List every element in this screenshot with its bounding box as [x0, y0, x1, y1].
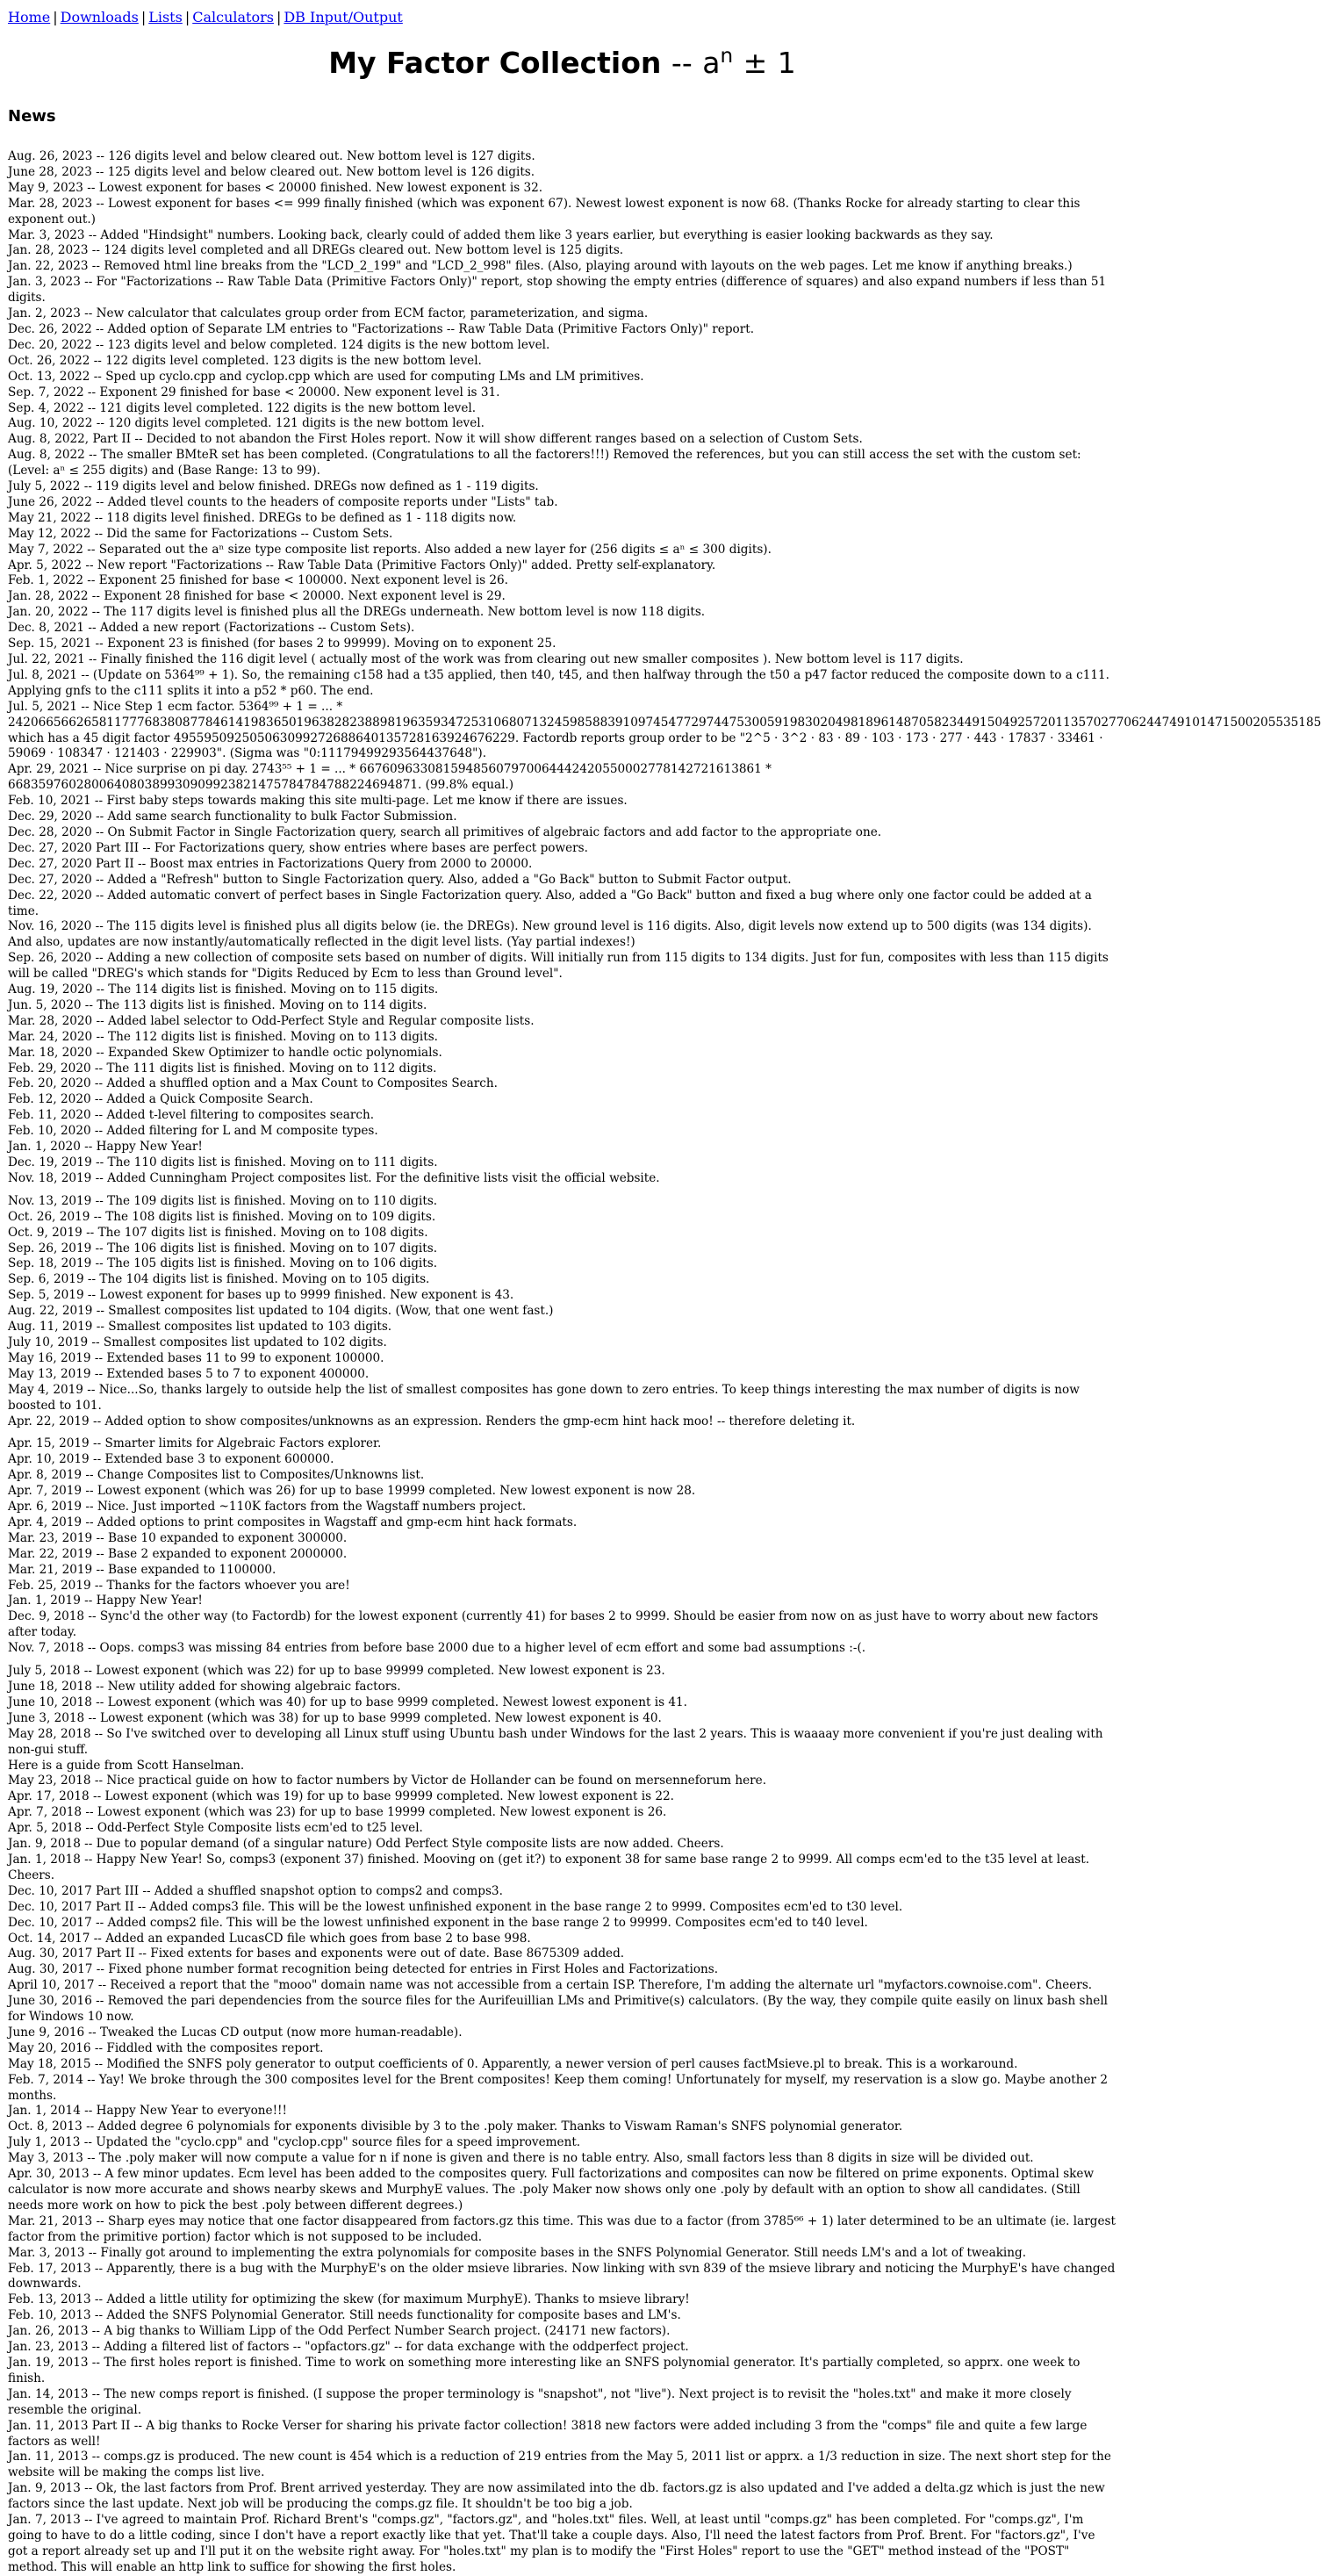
news-item: Jan. 23, 2013 -- Adding a filtered list of factors -- "opfactors.gz" -- for data exchange with the oddperfect project.: [8, 2340, 689, 2355]
news-item: Nov. 13, 2019 -- The 109 digits list is finished. Moving on to 110 digits.: [8, 1193, 438, 1208]
nav-separator: |: [184, 9, 190, 25]
news-item: Jan. 1, 2019 -- Happy New Year!: [8, 1594, 203, 1608]
news-item: July 1, 2013 -- Updated the "cyclo.cpp" and "cyclop.cpp" source files for a speed improvement.: [8, 2135, 581, 2150]
news-item: Jan. 26, 2013 -- A big thanks to William Lipp of the Odd Perfect Number Search project. (24171 new factors).: [8, 2324, 671, 2339]
news-item: May 13, 2019 -- Extended bases 5 to 7 to exponent 400000.: [8, 1366, 370, 1381]
news-item: Mar. 21, 2013 -- Sharp eyes may notice that one factor disappeared from factors.gz this time. This was due to a factor (from 3785⁶⁶ + 1) later determined to be an ultimate (ie. largest factor from the primitive portion) factor which is not supposed to be included.: [8, 2213, 1116, 2244]
news-item: Dec. 10, 2017 -- Added comps2 file. This will be the lowest unfinished exponent in the base range 2 to 99999. Composites ecm'ed to t40 level.: [8, 1915, 868, 1930]
news-item: May 18, 2015 -- Modified the SNFS poly generator to output coefficients of 0. Apparently, a newer version of perl causes factMsieve.pl to break. This is a workaround.: [8, 2056, 1018, 2071]
news-item: Dec. 9, 2018 -- Sync'd the other way (to Factordb) for the lowest exponent (currently 41) for bases 2 to 9999. Should be easier from now on as just have to worry about new factors after today.: [8, 1609, 1099, 1640]
news-item: June 30, 2016 -- Removed the pari dependencies from the source files for the Aurifeuillian LMs and Primitive(s) calculators. (By the way, they compile quite easily on linux bash shell for Windows 10 now.: [8, 1994, 1109, 2025]
news-item: Dec. 28, 2020 -- On Submit Factor in Single Factorization query, search all primitives of algebraic factors and add factor to the appropriate one.: [8, 824, 882, 839]
news-item: Apr. 29, 2021 -- Nice surprise on pi day. 2743⁵⁵ + 1 = ... * 6676096330815948560797006444242055000277814272161386​1 * 668359760280064080389930909923821475784784788224694871. (99.8% equal.): [8, 762, 772, 793]
news-item: Jan. 1, 2020 -- Happy New Year!: [8, 1140, 203, 1155]
news-item: Apr. 10, 2019 -- Extended base 3 to exponent 600000.: [8, 1452, 334, 1467]
top-nav: [8, 9, 1116, 26]
news-item: Feb. 10, 2021 -- First baby steps towards making this site multi-page. Let me know if there are issues.: [8, 794, 628, 809]
title-exponent: n: [720, 45, 734, 68]
news-list: [8, 149, 1321, 2576]
news-item: Aug. 22, 2019 -- Smallest composites list updated to 104 digits. (Wow, that one went fast.): [8, 1304, 554, 1319]
news-item: May 16, 2019 -- Extended bases 11 to 99 to exponent 100000.: [8, 1350, 384, 1365]
news-item: Jul. 22, 2021 -- Finally finished the 116 digit level ( actually most of the work was from clearing out new smaller composites ). New bottom level is 117 digits.: [8, 652, 964, 666]
page-title: [8, 46, 1116, 81]
news-item: Jul. 5, 2021 -- Nice Step 1 ecm factor. 5364⁹⁹ + 1 = ... * 24206656626581177768380877846141983650196382823889819635934725310680713245985883910974547729744753005919830204981896148705823449150492572011357027706244749101471500205535185 which has a 45 digit factor 495595092505063099272688640135728163924676229. Factordb reports group order to be "2^5 · 3^2 · 83 · 89 · 103 · 173 · 277 · 443 · 17837 · 33461 · 59069 · 108347 · 121403 · 229903". (Sigma was "0:11179499293564437648").: [8, 699, 1321, 761]
news-item: Feb. 1, 2022 -- Exponent 25 finished for base < 100000. Next exponent level is 26.: [8, 573, 508, 588]
news-item: Apr. 7, 2019 -- Lowest exponent (which was 26) for up to base 19999 completed. New lowest exponent is now 28.: [8, 1484, 696, 1499]
news-item: June 28, 2023 -- 125 digits level and below cleared out. New bottom level is 126 digits.: [8, 164, 535, 179]
title-one: 1: [777, 46, 796, 80]
news-item: Feb. 12, 2020 -- Added a Quick Composite Search.: [8, 1092, 313, 1107]
news-item: Sep. 6, 2019 -- The 104 digits list is finished. Moving on to 105 digits.: [8, 1272, 430, 1287]
news-item: Oct. 13, 2022 -- Sped up cyclo.cpp and cyclop.cpp which are used for computing LMs and LM primitives.: [8, 369, 644, 384]
news-heading: News: [8, 107, 56, 126]
title-main: My Factor Collection: [328, 46, 662, 80]
news-item: Feb. 20, 2020 -- Added a shuffled option and a Max Count to Composites Search.: [8, 1076, 498, 1091]
title-plus-minus: ±: [743, 46, 768, 80]
news-item: Jan. 1, 2018 -- Happy New Year! So, comps3 (exponent 37) finished. Mooving on (get it?) to exponent 38 for same base range 2 to 9999. All comps ecm'ed to the t35 level at least. Cheers.: [8, 1852, 1090, 1882]
news-item: Mar. 28, 2023 -- Lowest exponent for bases <= 999 finally finished (which was exponent 67). Newest lowest exponent is now 68. (Thanks Rocke for already starting to clear this exponent out.): [8, 196, 1080, 227]
news-spacer: [8, 1657, 1116, 1664]
news-item: Apr. 17, 2018 -- Lowest exponent (which was 19) for up to base 99999 completed. New lowest exponent is 22.: [8, 1789, 674, 1804]
news-item: Jan. 22, 2023 -- Removed html line breaks from the "LCD_2_199" and "LCD_2_998" files. (Also, playing around with layouts on the web pages. Let me know if anything breaks.): [8, 259, 1073, 274]
news-item: Dec. 19, 2019 -- The 110 digits list is finished. Moving on to 111 digits.: [8, 1155, 438, 1169]
news-item: Jul. 8, 2021 -- (Update on 5364⁹⁹ + 1). So, the remaining c158 had a t35 applied, then t40, t45, and then halfway through the t50 a p47 factor reduced the composite down to a c111. Applying gnfs to the c111 splits it into a p52 * p60. The end.: [8, 667, 1109, 698]
title-dash: --: [671, 46, 693, 80]
news-item: Dec. 29, 2020 -- Add same search functionality to bulk Factor Submission.: [8, 809, 457, 824]
news-item: June 3, 2018 -- Lowest exponent (which was 38) for up to base 9999 completed. New lowest exponent is 40.: [8, 1710, 662, 1725]
news-item: Jan. 28, 2023 -- 124 digits level completed and all DREGs cleared out. New bottom level is 125 digits.: [8, 243, 624, 258]
news-item: Mar. 18, 2020 -- Expanded Skew Optimizer to handle octic polynomials.: [8, 1045, 442, 1060]
news-item: Nov. 18, 2019 -- Added Cunningham Project composites list. For the definitive lists visit the official website.: [8, 1170, 660, 1185]
news-item: Aug. 26, 2023 -- 126 digits level and below cleared out. New bottom level is 127 digits.: [8, 149, 535, 163]
news-item: Sep. 7, 2022 -- Exponent 29 finished for base < 20000. New exponent level is 31.: [8, 385, 500, 399]
news-item: Oct. 26, 2022 -- 122 digits level completed. 123 digits is the new bottom level.: [8, 353, 482, 368]
news-item: Nov. 7, 2018 -- Oops. comps3 was missing 84 entries from before base 2000 due to a higher level of ecm effort and some bad assumptions :-(.: [8, 1641, 866, 1656]
news-item: Sep. 26, 2020 -- Adding a new collection of composite sets based on number of digits. Will initially run from 115 digits to 134 digits. Just for fun, composites with less than 115 digits will be called "DREG's which stands for "Digits Reduced by Ecm to less than Ground level".: [8, 951, 1109, 982]
nav-db-io-link[interactable]: DB Input/Output: [284, 9, 403, 25]
news-item: Apr. 15, 2019 -- Smarter limits for Algebraic Factors explorer.: [8, 1436, 382, 1451]
news-item: Dec. 22, 2020 -- Added automatic convert of perfect bases in Single Factorization query. Also, added a "Go Back" button and fixed a bug where only one factor could be added at a time.: [8, 888, 1092, 918]
news-item: May 23, 2018 -- Nice practical guide on how to factor numbers by Victor de Hollander can be found on mersenneforum here.: [8, 1774, 767, 1788]
news-item: July 10, 2019 -- Smallest composites list updated to 102 digits.: [8, 1335, 387, 1349]
news-item: Dec. 8, 2021 -- Added a new report (Factorizations -- Custom Sets).: [8, 621, 415, 636]
news-item: May 7, 2022 -- Separated out the aⁿ size type composite list reports. Also added a new layer for (256 digits ≤ aⁿ ≤ 300 digits).: [8, 542, 772, 557]
news-item: July 5, 2022 -- 119 digits level and below finished. DREGs now defined as 1 - 119 digits.: [8, 479, 539, 494]
news-item: Oct. 9, 2019 -- The 107 digits list is finished. Moving on to 108 digits.: [8, 1225, 428, 1240]
news-item: Sep. 18, 2019 -- The 105 digits list is finished. Moving on to 106 digits.: [8, 1256, 438, 1271]
news-item: Aug. 8, 2022, Part II -- Decided to not abandon the First Holes report. Now it will show different ranges based on a selection of Custom Sets.: [8, 432, 863, 447]
news-item: Sep. 15, 2021 -- Exponent 23 is finished (for bases 2 to 99999). Moving on to exponent 25.: [8, 637, 556, 651]
news-item: Feb. 25, 2019 -- Thanks for the factors whoever you are!: [8, 1578, 350, 1593]
news-item: Sep. 5, 2019 -- Lowest exponent for bases up to 9999 finished. New exponent is 43.: [8, 1288, 514, 1303]
news-item: Dec. 10, 2017 Part III -- Added a shuffled snapshot option to comps2 and comps3.: [8, 1883, 503, 1898]
news-item: Jan. 9, 2013 -- Ok, the last factors from Prof. Brent arrived yesterday. They are now assimilated into the db. factors.gz is also updated and I've added a delta.gz which is just the new factors since the last update. Next job will be producing the comps.gz file. It shouldn't be too big a job.: [8, 2481, 1105, 2512]
news-item: Apr. 4, 2019 -- Added options to print composites in Wagstaff and gmp-ecm hint hack formats.: [8, 1515, 578, 1529]
news-item: Sep. 26, 2019 -- The 106 digits list is finished. Moving on to 107 digits.: [8, 1241, 438, 1256]
news-item: Apr. 6, 2019 -- Nice. Just imported ~110K factors from the Wagstaff numbers project.: [8, 1500, 527, 1515]
news-item: Jun. 5, 2020 -- The 113 digits list is finished. Moving on to 114 digits.: [8, 997, 427, 1012]
news-item: Apr. 30, 2013 -- A few minor updates. Ecm level has been added to the composites query. Full factorizations and composites can now be filtered on prime exponents. Optimal skew calculator is now more accurate and shows nearby skews and MurphyE values. The .poly Maker now shows only one .poly by default with an option to show all candidates. (Still needs more work on how to pick the best .poly between different degrees.): [8, 2167, 1095, 2213]
news-item: May 9, 2023 -- Lowest exponent for bases < 20000 finished. New lowest exponent is 32.: [8, 180, 543, 195]
news-item: Aug. 30, 2017 Part II -- Fixed extents for bases and exponents were out of date. Base 8675309 added.: [8, 1946, 625, 1961]
news-item: June 9, 2016 -- Tweaked the Lucas CD output (now more human-readable).: [8, 2025, 463, 2040]
news-item: Apr. 5, 2022 -- New report "Factorizations -- Raw Table Data (Primitive Factors Only)" added. Pretty self-explanatory.: [8, 558, 716, 572]
news-item: June 18, 2018 -- New utility added for showing algebraic factors.: [8, 1680, 401, 1694]
news-item: Sep. 4, 2022 -- 121 digits level completed. 122 digits is the new bottom level.: [8, 400, 477, 415]
news-item: Mar. 3, 2023 -- Added "Hindsight" numbers. Looking back, clearly could of added them like 3 years earlier, but everything is easier looking backwards as they say.: [8, 227, 994, 242]
news-item: Jan. 9, 2018 -- Due to popular demand (of a singular nature) Odd Perfect Style composite lists are now added. Cheers.: [8, 1837, 724, 1852]
news-item: May 21, 2022 -- 118 digits level finished. DREGs to be defined as 1 - 118 digits now.: [8, 510, 517, 525]
news-item: Jan. 20, 2022 -- The 117 digits level is finished plus all the DREGs underneath. New bottom level is now 118 digits.: [8, 605, 706, 620]
news-item: Mar. 22, 2019 -- Base 2 expanded to exponent 2000000.: [8, 1546, 348, 1561]
news-item: Dec. 27, 2020 Part II -- Boost max entries in Factorizations Query from 2000 to 20000.: [8, 856, 533, 871]
news-item: Apr. 22, 2019 -- Added option to show composites/unknowns as an expression. Renders the gmp-ecm hint hack moo! -- therefore deleting it.: [8, 1414, 856, 1428]
news-item: Apr. 8, 2019 -- Change Composites list to Composites/Unknowns list.: [8, 1468, 425, 1483]
news-item: June 26, 2022 -- Added tlevel counts to the headers of composite reports under "Lists" tab.: [8, 494, 558, 509]
news-item: Mar. 23, 2019 -- Base 10 expanded to exponent 300000.: [8, 1530, 348, 1545]
news-item: Jan. 11, 2013 -- comps.gz is produced. The new count is 454 which is a reduction of 219 entries from the May 5, 2011 list or apprx. a 1/3 reduction in size. The next short step for the website will be making the comps list live.: [8, 2450, 1111, 2480]
news-item: Jan. 14, 2013 -- The new comps report is finished. (I suppose the proper terminology is "snapshot", not "live"). Next project is to revisit the "holes.txt" and make it more closely resemble the original.: [8, 2386, 1072, 2417]
news-item: June 10, 2018 -- Lowest exponent (which was 40) for up to base 9999 completed. Newest lowest exponent is 41.: [8, 1695, 687, 1709]
news-item: Jan. 28, 2022 -- Exponent 28 finished for base < 20000. Next exponent level is 29.: [8, 589, 506, 604]
news-spacer: [8, 1187, 1116, 1194]
news-item: Dec. 27, 2020 -- Added a "Refresh" button to Single Factorization query. Also, added a "Go Back" button to Submit Factor output.: [8, 872, 792, 887]
news-item: Mar. 21, 2019 -- Base expanded to 1100000.: [8, 1562, 276, 1577]
news-item: May 3, 2013 -- The .poly maker will now compute a value for n if none is given and there is no table entry. Also, small factors less than 8 digits in size will be divided out.: [8, 2151, 1034, 2166]
news-item: Mar. 24, 2020 -- The 112 digits list is finished. Moving on to 113 digits.: [8, 1029, 438, 1044]
news-item: Mar. 3, 2013 -- Finally got around to implementing the extra polynomials for composite bases in the SNFS Polynomial Generator. Still needs LM's and a lot of tweaking.: [8, 2245, 1027, 2260]
nav-separator: |: [140, 9, 147, 25]
news-item: Dec. 27, 2020 Part III -- For Factorizations query, show entries where bases are perfect powers.: [8, 840, 588, 855]
news-item: Jan. 2, 2023 -- New calculator that calculates group order from ECM factor, parameterization, and sigma.: [8, 306, 649, 321]
news-item: May 12, 2022 -- Did the same for Factorizations -- Custom Sets.: [8, 526, 393, 541]
news-item: May 28, 2018 -- So I've switched over to developing all Linux stuff using Ubuntu bash under Windows for the last 2 years. This is waaaay more convenient if you're just dealing with non-gui stuff.: [8, 1726, 1103, 1757]
nav-calculators-link[interactable]: Calculators: [192, 9, 274, 25]
news-item: Apr. 5, 2018 -- Odd-Perfect Style Composite lists ecm'ed to t25 level.: [8, 1821, 423, 1836]
news-item: Mar. 28, 2020 -- Added label selector to Odd-Perfect Style and Regular composite lists.: [8, 1013, 535, 1028]
news-item: Oct. 26, 2019 -- The 108 digits list is finished. Moving on to 109 digits.: [8, 1209, 436, 1224]
news-item: Dec. 26, 2022 -- Added option of Separate LM entries to "Factorizations -- Raw Table Data (Primitive Factors Only)" report.: [8, 321, 755, 336]
news-item: Aug. 8, 2022 -- The smaller BMteR set has been completed. (Congratulations to all the factorers!!!) Removed the references, but you can still access the set with the custom set: (Level: aⁿ ≤ 255 digits) and (Base Range: 13 to 99).: [8, 448, 1081, 479]
news-item: Aug. 11, 2019 -- Smallest composites list updated to 103 digits.: [8, 1320, 392, 1335]
news-item: Oct. 8, 2013 -- Added degree 6 polynomials for exponents divisible by 3 to the .poly maker. Thanks to Viswam Raman's SNFS polynomial generator.: [8, 2119, 903, 2134]
news-item: Feb. 13, 2013 -- Added a little utility for optimizing the skew (for maximum MurphyE). Thanks to msieve library!: [8, 2292, 690, 2307]
news-item: Jan. 19, 2013 -- The first holes report is finished. Time to work on something more interesting like an SNFS polynomial generator. It's partially completed, so apprx. one week to finish.: [8, 2355, 1080, 2385]
news-item: Apr. 7, 2018 -- Lowest exponent (which was 23) for up to base 19999 completed. New lowest exponent is 26.: [8, 1805, 667, 1820]
news-item: April 10, 2017 -- Received a report that the "mooo" domain name was not accessible from a certain ISP. Therefore, I'm adding the alternate url "myfactors.cownoise.com". Cheers.: [8, 1978, 1093, 1993]
news-item: July 5, 2018 -- Lowest exponent (which was 22) for up to base 99999 completed. New lowest exponent is 23.: [8, 1664, 665, 1679]
news-item: Oct. 14, 2017 -- Added an expanded LucasCD file which goes from base 2 to base 998.: [8, 1931, 531, 1946]
title-base: a: [702, 46, 721, 80]
news-item: Aug. 10, 2022 -- 120 digits level completed. 121 digits is the new bottom level.: [8, 416, 485, 431]
news-item: Here is a guide from Scott Hanselman.: [8, 1758, 245, 1773]
nav-home-link[interactable]: Home: [8, 9, 51, 25]
news-item: Jan. 7, 2013 -- I've agreed to maintain Prof. Richard Brent's "comps.gz", "factors.gz", and "holes.txt" files. Well, at least until "comps.gz" has been completed. For "comps.gz", I'm going to have to do a little coding, since I don't have a report exactly like that yet. That'll take a couple days. Also, I'll need the latest factors from Prof. Brent. For "factors.gz", I've got a report already set up and I'll put it on the website right away. For "holes.txt" my plan is to modify the "First Holes" report to use the "GET" method instead of the "POST" method. This will enable an http link to suffice for showing the first holes.: [8, 2513, 1095, 2574]
news-item: Aug. 19, 2020 -- The 114 digits list is finished. Moving on to 115 digits.: [8, 982, 439, 997]
news-item: Feb. 29, 2020 -- The 111 digits list is finished. Moving on to 112 digits.: [8, 1061, 437, 1076]
news-item: Jan. 11, 2013 Part II -- A big thanks to Rocke Verser for sharing his private factor collection! 3818 new factors were added including 3 from the "comps" file and quite a few large factors as well!: [8, 2418, 1088, 2449]
news-item: Feb. 7, 2014 -- Yay! We broke through the 300 composites level for the Brent composites! Keep them coming! Unfortunately for myself, my reservation is a slow go. Maybe another 2 months.: [8, 2072, 1108, 2103]
nav-separator: |: [276, 9, 282, 25]
news-item: Feb. 11, 2020 -- Added t-level filtering to composites search.: [8, 1108, 375, 1123]
news-item: May 20, 2016 -- Fiddled with the composites report.: [8, 2040, 324, 2055]
news-item: May 4, 2019 -- Nice...So, thanks largely to outside help the list of smallest composites has gone down to zero entries. To keep things interesting the max number of digits is now boosted to 101.: [8, 1382, 1080, 1413]
news-item: Dec. 20, 2022 -- 123 digits level and below completed. 124 digits is the new bottom level.: [8, 337, 550, 352]
news-item: Jan. 1, 2014 -- Happy New Year to everyone!!!: [8, 2104, 287, 2119]
news-spacer: [8, 1429, 1116, 1436]
news-item: Feb. 10, 2020 -- Added filtering for L and M composite types.: [8, 1124, 378, 1139]
news-item: Nov. 16, 2020 -- The 115 digits level is finished plus all digits below (ie. the DREGs). New ground level is 116 digits. Also, digit levels now extend up to 500 digits (was 134 digits). And also, updates are now instantly/automatically reflected in the digit level lists. (Yay partial indexes!): [8, 919, 1092, 950]
news-item: Dec. 10, 2017 Part II -- Added comps3 file. This will be the lowest unfinished exponent in the base range 2 to 9999. Composites ecm'ed to t30 level.: [8, 1899, 903, 1914]
news-item: Feb. 17, 2013 -- Apparently, there is a bug with the MurphyE's on the older msieve libraries. Now linking with svn 839 of the msieve library and noticing the MurphyE's have changed downwards.: [8, 2261, 1116, 2292]
news-item: Aug. 30, 2017 -- Fixed phone number format recognition being detected for entries in First Holes and Factorizations.: [8, 1962, 719, 1977]
news-item: Feb. 10, 2013 -- Added the SNFS Polynomial Generator. Still needs functionality for composite bases and LM's.: [8, 2308, 681, 2323]
nav-separator: |: [53, 9, 58, 25]
nav-downloads-link[interactable]: Downloads: [60, 9, 139, 25]
news-item: Jan. 3, 2023 -- For "Factorizations -- Raw Table Data (Primitive Factors Only)" report, stop showing the empty entries (difference of squares) and also expand numbers if less than 51 digits.: [8, 275, 1107, 306]
nav-lists-link[interactable]: Lists: [148, 9, 183, 25]
